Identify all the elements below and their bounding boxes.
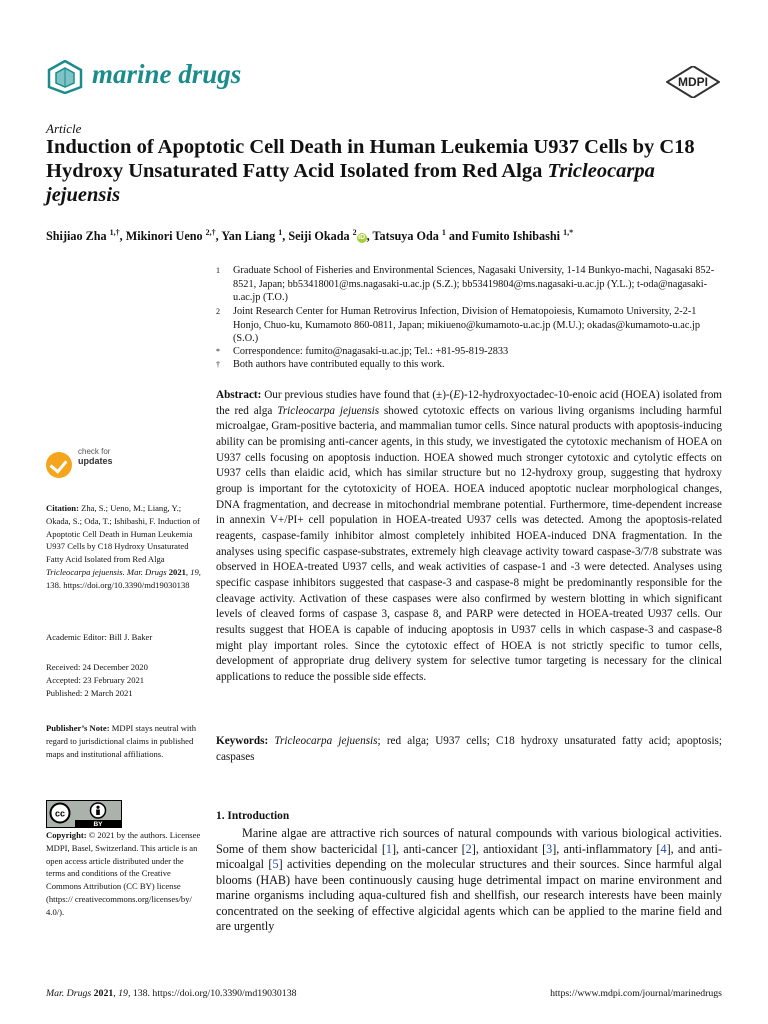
author-name: Shijiao Zha (46, 229, 107, 244)
author-name: Mikinori Ueno (125, 229, 203, 244)
mdpi-logo (666, 66, 720, 98)
svg-text:BY: BY (93, 821, 103, 827)
cc-by-license-badge[interactable] (46, 800, 122, 828)
citation: Citation: Zha, S.; Ueno, M.; Liang, Y.; Okada, S.; Oda, T.; Ishibashi, F. Induction of Apoptotic Cell Death in Human Leukemia U937 Cells by C18 Hydroxy Unsaturated Fatty Acid Isolated from Red Alga Tricleocarpa jejuensis. Mar. Drugs 2021, 19, 138. https://doi.org/10.3390/md19030138 (46, 503, 201, 590)
affiliation-1: 1 Graduate School of Fisheries and Environmental Sciences, Nagasaki University, 1-14 Bunkyo-machi, Nagasaki 852-8521, Japan; bb53418001@ms.nagasaki-u.ac.jp (S.Z.); bb53419804@ms.nagasaki-u.ac.jp (Y.L.); t-oda@nagasaki-u.ac.jp (T.O.) (216, 265, 715, 303)
article-type: Article (46, 121, 82, 136)
abstract-label: Abstract: (216, 389, 262, 401)
svg-text:cc: cc (54, 808, 66, 819)
reference-link[interactable]: 5 (272, 857, 279, 872)
reference-link[interactable]: 2 (465, 841, 472, 856)
author-name: Tatsuya Oda (372, 229, 439, 244)
correspondence: * Correspondence: fumito@nagasaki-u.ac.jp; Tel.: +81-95-819-2833 (216, 346, 509, 357)
author-name: Yan Liang (221, 229, 276, 244)
author-list: Shijiao Zha $^{1,\dagger}$, Mikinori Ueno $^{2,\dagger}$, Yan Liang $^1$, Seiji Okada $^2$iD , Tatsuya Oda $^1$ and Fumito Ishibashi $^{1,*}$ (46, 228, 574, 244)
received-date: Received: 24 December 2020 (46, 662, 148, 672)
publisher-note: Publisher’s Note: MDPI stays neutral with regard to jurisdictional claims in published maps and institutional affiliations. (46, 723, 196, 759)
keywords-label: Keywords: (216, 735, 269, 747)
author-name: Seiji Okada (288, 229, 350, 244)
svg-text:MDPI: MDPI (678, 75, 708, 89)
journal-name: marine drugs (92, 59, 242, 89)
introduction-body: Marine algae are attractive rich sources of natural compounds with various biological activities. Some of them show bactericidal [1], anti-cancer [2], antioxidant [3], anti-inflammatory [4], and anti-micoalgal [5] activities depending on the molecular structures and their sources. Since harmful algal blooms (HAB) have been continuously causing huge detrimental impact on marine environment and marine organisms including aqua-cultured fish and shellfish, our research interests have been mainly concentrated on the seeking of effective algicidal agents which can be applied to the marine field and are urgently (216, 826, 723, 934)
copyright: Copyright: © 2021 by the authors. Licensee MDPI, Basel, Switzerland. This article is an open access article distributed under the terms and conditions of the Creative Commons Attribution (CC BY) license (https:// creativecommons.org/licenses/by/ 4.0/). (46, 830, 201, 917)
published-date: Published: 2 March 2021 (46, 687, 133, 698)
reference-link[interactable]: 3 (546, 841, 553, 856)
affiliation-2: 2 Joint Research Center for Human Retrovirus Infection, Division of Hematopoiesis, Kumamoto University, 2-2-1 Honjo, Chuo-ku, Kumamoto 860-0811, Japan; mikiueno@kumamoto-u.ac.jp (M.U.); okadas@kumamoto-u.ac.jp (S.O.) (216, 306, 700, 344)
reference-link[interactable]: 4 (660, 841, 667, 856)
keywords: Keywords: Tricleocarpa jejuensis; red alga; U937 cells; C18 hydroxy unsaturated fatty acid; apoptosis; caspases (216, 735, 723, 763)
abstract: Abstract: Our previous studies have found that (±)-(E)-12-hydroxyoctadec-10-enoic acid (HOEA) isolated from the red alga Tricleocarpa jejuensis showed cytotoxic effects on various living organisms including harmful microalgae, Gram-positive bacteria, and mammalian tumor cells. Since natural products with apoptosis-inducing ability can be promising anti-cancer agents, in this study, we investigated the cytotoxic mechanism of HOEA on U937 cells focusing on apoptosis induction. HOEA showed much stronger cytotoxic and cytolytic effects on U937 cells than elaidic acid, which has similar structure but no 12-hydroxy group, suggesting that hydroxy group is important for the cytotoxicity of HOEA. HOEA induced apoptotic nuclear morphological changes, DNA fragmentation, and decrease in mitochondrial membrane potential. Furthermore, time-dependent increase in annexin V+/PI+ cell population in HOEA-treated U937 cells was detected. Among the apoptosis-related reagents, caspase-family inhibitor almost completely inhibited HOEA-induced DNA fragmentation. In the analyses using specific caspase-substrates, extremely high cleavage activity toward caspase-3/7/8 substrate was observed in HOEA-treated U937 cells, and weak activities of caspase-1 and -3 were detected. Analyses using specific caspase inhibitors suggested that caspase-3 and caspase-8 might be predominantly responsible for the cleavage activity. Activation of these caspases were also confirmed by western blotting in which significant levels of cleaved forms of caspase 3, caspase 8, and PARP were detected in HOEA-treated U937 cells. Our results suggest that HOEA is capable of inducing apoptosis in U937 cells in which caspase-3 and caspase-8 might play important roles. Since the cytotoxic effect of HOEA is not strictly specific to tumor cells, development of appropriate drug delivery system for selective tumor targeting is necessary for the clinical applications to reduce the possible side effects. (216, 389, 723, 683)
reference-link[interactable]: 1 (385, 841, 392, 856)
check-for-updates-button[interactable]: check for updates (46, 446, 166, 490)
accepted-date: Accepted: 23 February 2021 (46, 674, 145, 685)
mdpi-logo-icon (666, 66, 720, 98)
footer-citation: Mar. Drugs 2021, 19, 138. https://doi.org/10.3390/md19030138 (46, 988, 297, 999)
title-species: Tricleocarpa jejuensis (46, 160, 655, 206)
marine-drugs-logo-icon (46, 60, 84, 94)
doi-link[interactable]: , 138. https://doi.org/10.3390/md19030138 (46, 566, 201, 590)
checkmark-icon (46, 452, 72, 478)
equal-contribution-note: † Both authors have contributed equally to this work. (216, 359, 445, 370)
title-main: Induction of Apoptotic Cell Death in Human Leukemia U937 Cells by C18 Hydroxy Unsaturated Fatty Acid Isolated from Red Alga (46, 136, 695, 182)
publication-dates (46, 661, 202, 699)
section-heading-introduction: 1. Introduction (216, 810, 290, 822)
journal-logo (46, 56, 296, 100)
footer-journal-url[interactable]: https://www.mdpi.com/journal/marinedrugs (550, 988, 722, 999)
author-name: Fumito Ishibashi (471, 229, 561, 244)
orcid-icon[interactable]: iD (358, 234, 366, 242)
academic-editor: Academic Editor: Bill J. Baker (46, 632, 153, 642)
page-title (46, 135, 726, 207)
cc-by-icon (47, 801, 121, 827)
